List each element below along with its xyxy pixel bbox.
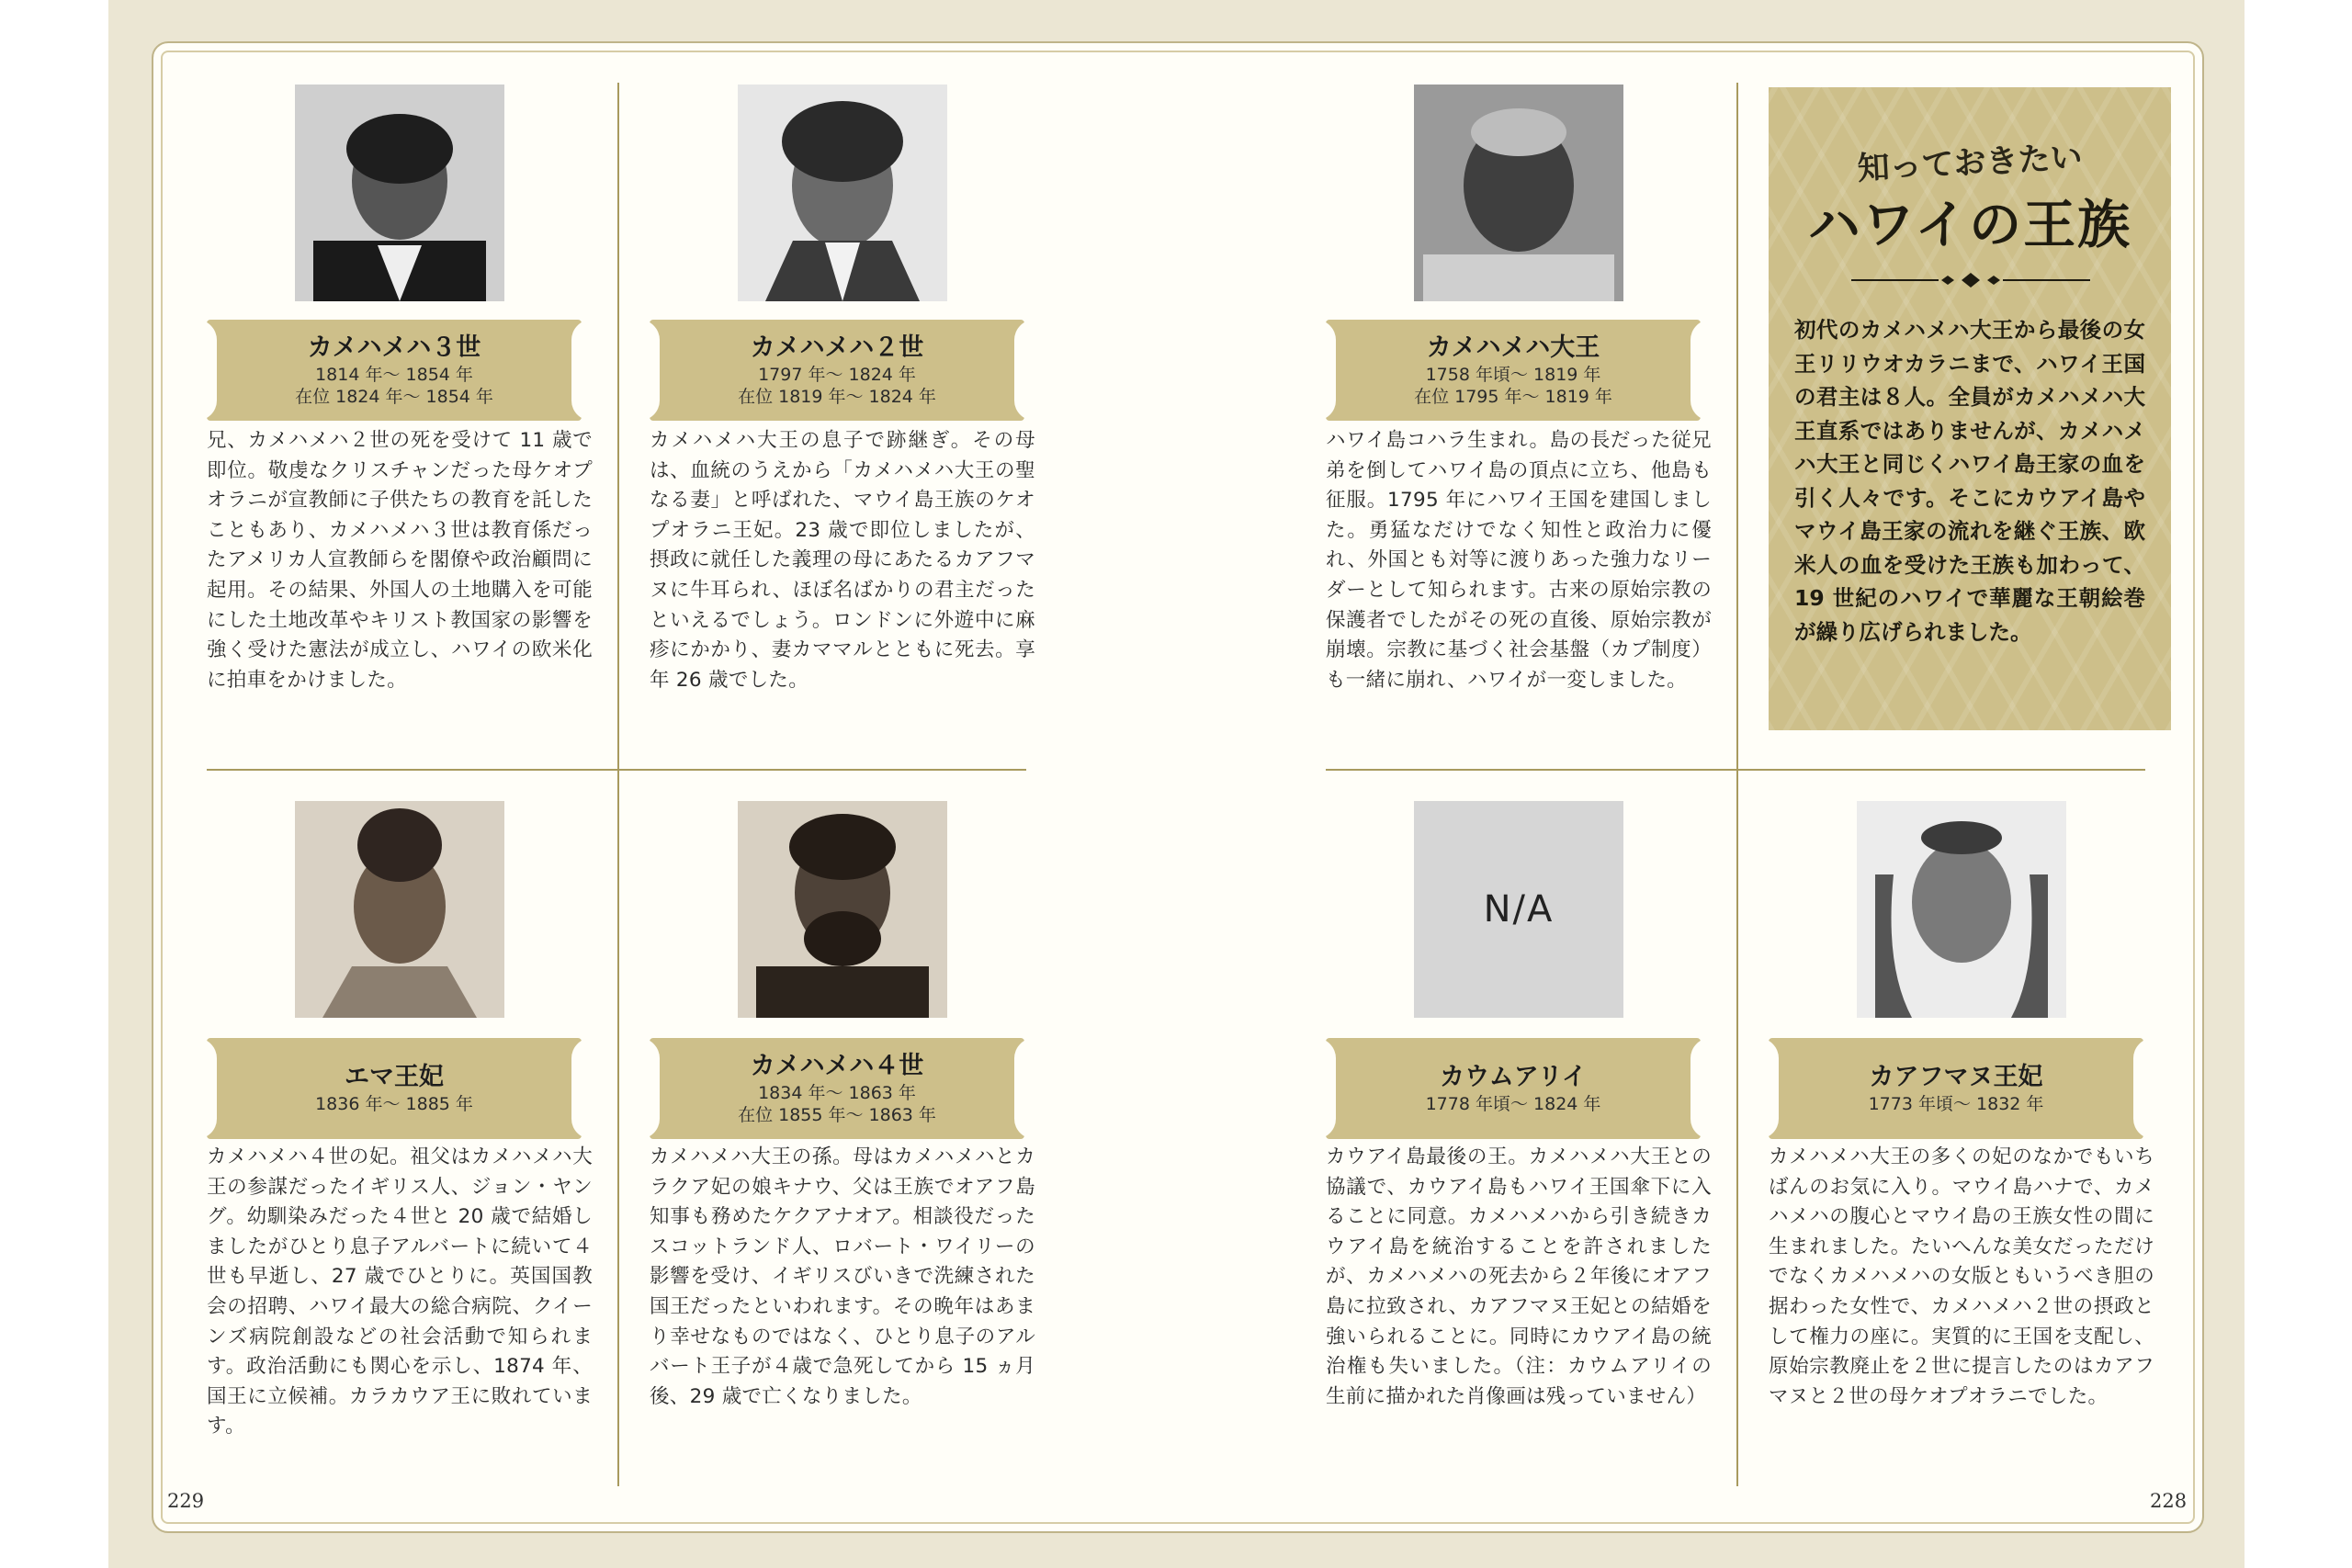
person-reign: 在位 1819 年〜 1824 年 <box>738 387 936 407</box>
person-card-kamehameha-4 <box>650 801 1035 1462</box>
person-bio: カウアイ島最後の王。カメハメハ大王との協議で、カウアイ島もハワイ王国傘下に入ることに同意。カメハメハから引き続きカウアイ島を統治することを許されましたが、カメハメハの死去から２年後にオアフ島に拉致され、カアフマヌ王妃との結婚を強いられることに。同時にカウアイ島の統治権も失いました。（注：カウムアリイの生前に描かれた肖像画は残っていません） <box>1326 1145 1712 1408</box>
portrait-image <box>295 801 504 1018</box>
portrait-image <box>1414 85 1623 301</box>
person-card-kamehameha-2 <box>650 85 1035 746</box>
person-bio: ハワイ島コハラ生まれ。島の長だった従兄弟を倒してハワイ島の頂点に立ち、他島も征服。1795 年にハワイ王国を建国しました。勇猛なだけでなく知性と政治力に優れ、外国とも対等に渡りあった強力なリーダーとして知られます。古来の原始宗教の保護者でしたがその死の直後、原始宗教が崩壊。宗教に基づく社会基盤（カプ制度）も一緒に崩れ、ハワイが一変しました。 <box>1326 429 1712 692</box>
person-years: 1814 年〜 1854 年 <box>315 365 473 385</box>
intro-text: 初代のカメハメハ大王から最後の女王リリウオカラニまで、ハワイ王国の君主は８人。全員がカメハメハ大王直系ではありませんが、カメハメハ大王と同じくハワイ島王家の血を引く人々です。そこにカウアイ島やマウイ島王家の流れを継ぐ王族、欧米人の血を受けた王族も加わって、19 世紀のハワイで華麗な王朝絵巻が繰り広げられました。 <box>1794 317 2145 645</box>
name-banner <box>207 320 582 421</box>
person-bio: カメハメハ大王の多くの妃のなかでもいちばんのお気に入り。マウイ島ハナで、カメハメハの腹心とマウイ島の王族女性の間に生まれました。たいへんな美女だっただけでなくカメハメハの女版ともいうべき胆の据わった女性で、カメハメハ２世の摂政として権力の座に。実質的に王国を支配し、原始宗教廃止を２世に提言したのはカアフマヌと２世の母ケオプオラニでした。 <box>1769 1145 2154 1408</box>
person-reign: 在位 1855 年〜 1863 年 <box>738 1105 936 1125</box>
person-name: カメハメハ２世 <box>750 333 924 362</box>
person-name: カメハメハ大王 <box>1426 333 1600 362</box>
name-banner <box>1326 320 1701 421</box>
person-reign: 在位 1795 年〜 1819 年 <box>1414 387 1612 407</box>
person-card-kaumualii <box>1326 801 1712 1462</box>
person-years: 1773 年頃〜 1832 年 <box>1868 1094 2044 1114</box>
person-years: 1758 年頃〜 1819 年 <box>1425 365 1601 385</box>
divider-right <box>1326 769 2145 771</box>
ornament-divider-icon <box>1851 271 2090 289</box>
person-name: カウムアリイ <box>1440 1063 1587 1091</box>
intro-box <box>1769 87 2171 730</box>
name-banner <box>650 1038 1024 1139</box>
intro-title: ハワイの王族 <box>1807 195 2132 255</box>
person-years: 1797 年〜 1824 年 <box>758 365 916 385</box>
person-name: エマ王妃 <box>345 1063 444 1091</box>
person-card-kamehameha-1 <box>1326 85 1712 746</box>
column-divider-right <box>1736 83 1738 1486</box>
intro-lead: 知っておきたい <box>1856 139 2084 188</box>
portrait-image <box>738 85 947 301</box>
person-card-kaahumanu <box>1769 801 2154 1462</box>
divider-left <box>207 769 1026 771</box>
person-years: 1778 年頃〜 1824 年 <box>1425 1094 1601 1114</box>
name-banner <box>207 1038 582 1139</box>
person-name: カメハメハ３世 <box>307 333 481 362</box>
person-bio: カメハメハ４世の妃。祖父はカメハメハ大王の参謀だったイギリス人、ジョン・ヤング。幼馴染みだった４世と 20 歳で結婚しましたがひとり息子アルバートに続いて４世も早逝し、27 歳でひとりに。英国国教会の招聘、ハワイ最大の総合病院、クイーンズ病院創設などの社会活動で知られます。政治活動にも関心を示し、1874 年、国王に立候補。カラカウア王に敗れています。 <box>207 1145 593 1438</box>
name-banner <box>1769 1038 2143 1139</box>
portrait-placeholder: N/A <box>1414 801 1623 1018</box>
column-divider-left <box>617 83 619 1486</box>
page-number-right: 228 <box>2150 1490 2188 1512</box>
person-card-kamehameha-3 <box>207 85 593 746</box>
person-name: カメハメハ４世 <box>750 1052 924 1080</box>
person-bio: カメハメハ大王の孫。母はカメハメハとカラクア妃の娘キナウ、父は王族でオアフ島知事も務めたケクアナオア。相談役だったスコットランド人、ロバート・ワイリーの影響を受け、イギリスびいきで洗練された国王だったといわれます。その晩年はあまり幸せなものではなく、ひとり息子のアルバート王子が４歳で急死してから 15 ヵ月後、29 歳で亡くなりました。 <box>650 1145 1035 1408</box>
portrait-image <box>1857 801 2066 1018</box>
person-reign: 在位 1824 年〜 1854 年 <box>295 387 493 407</box>
person-name: カアフマヌ王妃 <box>1869 1063 2043 1091</box>
person-bio: カメハメハ大王の息子で跡継ぎ。その母は、血統のうえから「カメハメハ大王の聖なる妻」と呼ばれた、マウイ島王族のケオプオラニ王妃。23 歳で即位しましたが、摂政に就任した義理の母にあたるカアフマヌに牛耳られ、ほぼ名ばかりの君主だったといえるでしょう。ロンドンに外遊中に麻疹にかかり、妻カママルとともに死去。享年 26 歳でした。 <box>650 429 1035 692</box>
name-banner <box>1326 1038 1701 1139</box>
person-bio: 兄、カメハメハ２世の死を受けて 11 歳で即位。敬虔なクリスチャンだった母ケオプオラニが宣教師に子供たちの教育を託したこともあり、カメハメハ３世は教育係だったアメリカ人宣教師らを閣僚や政治顧問に起用。その結果、外国人の土地購入を可能にした土地改革やキリスト教国家の影響を強く受けた憲法が成立し、ハワイの欧米化に拍車をかけました。 <box>207 429 593 692</box>
person-years: 1834 年〜 1863 年 <box>758 1083 916 1103</box>
page-number-left: 229 <box>167 1490 205 1512</box>
person-card-emma <box>207 801 593 1462</box>
person-years: 1836 年〜 1885 年 <box>315 1094 473 1114</box>
name-banner <box>650 320 1024 421</box>
portrait-image <box>738 801 947 1018</box>
portrait-image <box>295 85 504 301</box>
